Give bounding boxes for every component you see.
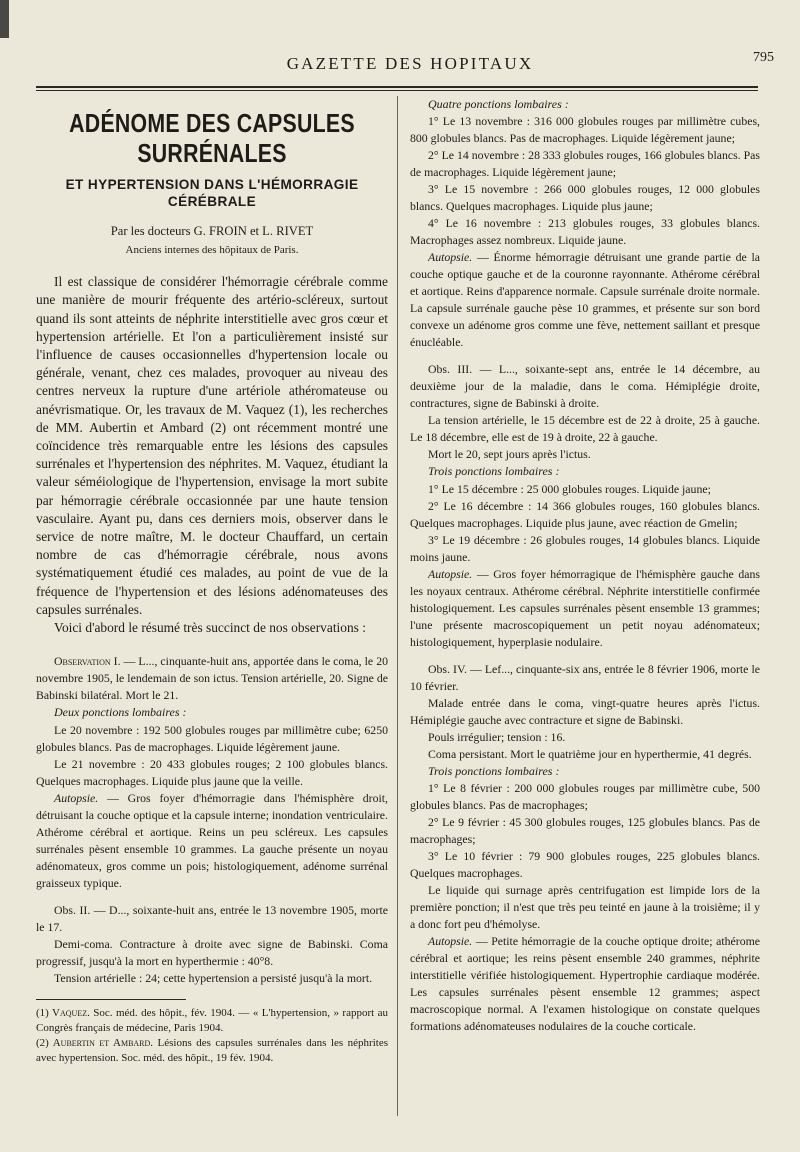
running-title: GAZETTE DES HOPITAUX — [286, 54, 534, 73]
obs4-paragraph-4: Le liquide qui surnage après centrifugation est limpide lors de la première ponction; il n'est que très peu teinté en jaune à la troisième; il y a donc fort peu d'hémolyse. — [410, 882, 760, 931]
obs3-autopsy-label: Autopsie. — [428, 566, 473, 581]
observation-2-text: — D..., soixante-huit ans, entrée le 13 novembre 1905, morte le 17. — [36, 902, 388, 934]
observation-3-text: — L..., soixante-sept ans, entrée le 14 décembre, au deuxième jour de la maladie, dans le coma. Hémiplégie droite, contractures, signe de Babinski à droite. — [410, 362, 760, 411]
obs3-paragraph-2: Mort le 20, sept jours après l'ictus. — [428, 447, 591, 462]
edge-mark — [0, 0, 9, 38]
obs2-puncture-2: 2° Le 14 novembre : 28 333 globules rouges, 166 globules blancs. Pas de macrophages. Liquide légèrement jaune; — [410, 148, 760, 180]
footnote-2-text: Lésions des capsules surrénales dans les néphrites avec hypertension. Soc. méd. des hôpit., 19 fév. 1904. — [36, 1036, 388, 1064]
obs4-puncture-3: 3° Le 10 février : 79 900 globules rouges, 225 globules blancs. Quelques macrophages. — [410, 848, 760, 880]
intro-paragraph-2: Voici d'abord le résumé très succinct de nos observations : — [54, 620, 366, 636]
obs2-autopsy-label: Autopsie. — [428, 250, 473, 265]
footnote-1 — [36, 1006, 388, 1036]
observation-1 — [36, 653, 388, 704]
column-divider — [397, 96, 398, 1116]
obs1-puncture-2: Le 21 novembre : 20 433 globules rouges; 2 100 globules blancs. Quelques macrophages. Liquide plus jaune que la veille. — [36, 756, 388, 788]
obs3-autopsy-text: — Gros foyer hémorragique de l'hémisphère gauche dans les noyaux centraux. Athérome cérébral. Néphrite interstitielle confirmée histologiquement. Les capsules surrénales pèsent ensemble 13 grammes; l'une présente macroscopiquement un petit noyau adénomateux; histologiquement, hyperplasie nodulaire. — [410, 566, 760, 649]
obs4-autopsy — [410, 933, 760, 1035]
obs4-autopsy-text: — Petite hémorragie de la couche optique droite; athérome cérébral et aortique; les reins pèsent ensemble 240 grammes, néphrite interstitielle vérifiée histologiquement. Hypertrophie cardiaque modérée. Les capsules surrénales pèsent ensemble 12 grammes; aspect macroscopique normal. A l'examen histologique on constate quelques formations adénomateuses nodulaires de la couche corticale. — [410, 933, 760, 1033]
obs4-paragraph-3: Coma persistant. Mort le quatrième jour en hyperthermie, 41 degrés. — [428, 746, 752, 761]
obs3-punctions-heading: Trois ponctions lombaires : — [428, 464, 560, 479]
observation-4-text: — Lef..., cinquante-six ans, entrée le 8 février 1906, morte le 10 février. — [410, 661, 760, 693]
observation-2-label: Obs. II. — [54, 902, 91, 917]
header-rule-thin — [36, 90, 758, 91]
observation-4-label: Obs. IV. — [428, 661, 467, 676]
obs3-puncture-1: 1° Le 15 décembre : 25 000 globules rouges. Liquide jaune; — [428, 481, 711, 496]
right-column — [410, 96, 760, 1035]
obs3-puncture-2: 2° Le 16 décembre : 14 366 globules rouges, 160 globules blancs. Quelques macrophages. Liquide plus jaune, avec réaction de Gmelin; — [410, 498, 760, 530]
footnote-rule — [36, 999, 186, 1000]
observation-3-label: Obs. III. — [428, 362, 473, 377]
obs3-paragraph-1: La tension artérielle, le 15 décembre est de 22 à droite, 25 à gauche. Le 18 décembre, elle est de 19 à droite, 22 à gauche. — [410, 413, 760, 445]
obs4-puncture-2: 2° Le 9 février : 45 300 globules rouges, 125 globules blancs. Pas de macrophages; — [410, 814, 760, 846]
page-header — [40, 50, 780, 80]
obs1-autopsy — [36, 790, 388, 892]
obs4-paragraph-1: Malade entrée dans le coma, vingt-quatre heures après l'ictus. Hémiplégie gauche avec contracture et signe de Babinski. — [410, 695, 760, 727]
observation-1-text: — L..., cinquante-huit ans, apportée dans le coma, le 20 novembre 1905, le lendemain de son ictus. Tension artérielle, 20. Signe de Babinski bilatéral. Mort le 21. — [36, 654, 388, 703]
left-column — [36, 96, 388, 1066]
byline: Par les docteurs G. FROIN et L. RIVET — [110, 223, 314, 238]
affiliation: Anciens internes des hôpitaux de Paris. — [125, 243, 299, 256]
obs4-paragraph-2: Pouls irrégulier; tension : 16. — [428, 729, 566, 744]
obs2-puncture-3: 3° Le 15 novembre : 266 000 globules rouges, 12 000 globules blancs. Quelques macrophages. Liquide plus jaune; — [410, 182, 760, 214]
footnote-1-label: (1) Vaquez. — [36, 1006, 90, 1019]
obs2-punctions-heading: Quatre ponctions lombaires : — [428, 97, 569, 111]
observation-3 — [410, 361, 760, 412]
footnote-1-text: Soc. méd. des hôpit., fév. 1904. — « L'hypertension, » rapport au Congrès français de médecine, Paris 1904. — [36, 1006, 388, 1034]
footnote-2-label: (2) Aubertin et Ambard. — [36, 1036, 154, 1049]
obs3-autopsy — [410, 566, 760, 651]
obs1-puncture-1: Le 20 novembre : 192 500 globules rouges par millimètre cube; 6250 globules blancs. Pas de macrophages. Liquide légèrement jaune. — [36, 722, 388, 754]
obs1-autopsy-text: — Gros foyer d'hémorragie dans l'hémisphère droit, détruisant la couche optique et la capsule interne; inondation ventriculaire. Athérome cérébral et aortique. Reins un peu scléreux. Les capsules surrénales pèsent ensemble 10 grammes. La gauche présente un noyau adénomateux, gros comme un pois; histologiquement, adénome surrénal graisseux typique. — [36, 790, 388, 890]
obs2-puncture-1: 1° Le 13 novembre : 316 000 globules rouges par millimètre cubes, 800 globules blancs. Pas de macrophages. Liquide légèrement jaune; — [410, 114, 760, 146]
header-rule — [36, 86, 758, 88]
obs2-puncture-4: 4° Le 16 novembre : 213 globules rouges, 33 globules blancs. Macrophages assez nombreux. Liquide jaune. — [410, 216, 760, 248]
observation-2 — [36, 902, 388, 936]
obs3-puncture-3: 3° Le 19 décembre : 26 globules rouges, 14 globules blancs. Liquide moins jaune. — [410, 532, 760, 564]
footnote-2 — [36, 1036, 388, 1066]
obs2-paragraph-2: Tension artérielle : 24; cette hypertension a persisté jusqu'à la mort. — [54, 970, 373, 985]
observation-4 — [410, 661, 760, 695]
obs1-punctions-heading: Deux ponctions lombaires : — [54, 705, 187, 720]
obs2-autopsy — [410, 249, 760, 351]
obs4-autopsy-label: Autopsie. — [428, 933, 473, 948]
article-title: ADÉNOME DES CAPSULES SURRÉNALES — [69, 108, 355, 168]
obs4-punctions-heading: Trois ponctions lombaires : — [428, 763, 560, 778]
obs2-paragraph-1: Demi-coma. Contracture à droite avec signe de Babinski. Coma progressif, jusqu'à la mort en hyperthermie : 40°8. — [36, 936, 388, 968]
obs2-autopsy-text: — Énorme hémorragie détruisant une grande partie de la couche optique gauche et de la couronne rayonnante. Athérome cérébral et aortique. Reins d'apparence normale. Capsule surrénale droite normale. La capsule surrénale gauche pèse 10 grammes, et présente sur son bord convexe un adénome gros comme une fève, nettement saillant et presque énucléable. — [410, 250, 760, 350]
obs1-autopsy-label: Autopsie. — [54, 790, 99, 805]
article-subtitle: ET HYPERTENSION DANS L'HÉMORRAGIE CÉRÉBRALE — [65, 177, 359, 210]
page-number: 795 — [753, 50, 774, 65]
intro-paragraph: Il est classique de considérer l'hémorragie cérébrale comme une manière de mourir fréquente des artério-scléreux, surtout quand ils sont atteints de néphrite interstitielle avec gros cœur et hypertension artérielle. Et l'on a particulièrement insisté sur l'influence de causes occasionnelles d'hypertension locale ou générale, venant, chez ces malades, provoquer au niveau des centres nerveux la rupture d'une artériole athéromateuse ou anévrismatique. Or, les travaux de M. Vaquez (1), les recherches de MM. Aubertin et Ambard (2) ont récemment montré une coïncidence très remarquable entre les lésions des capsules surrénales et l'hypertension des néphrites. M. Vaquez, étudiant la valeur séméiologique de l'hypertension, envisage la mort subite par hémorragie cérébrale occasionnée par une haute tension vasculaire. Ayant pu, dans ces derniers mois, observer dans le service de notre maître, M. le docteur Chauffard, un certain nombre de cas d'hémorragie cérébrale, nous avons systématiquement étudié ces malades, au point de vue de la fréquence de l'hypertension et des lésions adénomateuses des capsules surrénales. — [36, 274, 388, 617]
observation-1-label: Observation I. — [54, 654, 121, 669]
obs4-puncture-1: 1° Le 8 février : 200 000 globules rouges par millimètre cube, 500 globules blancs. Pas de macrophages; — [410, 780, 760, 812]
